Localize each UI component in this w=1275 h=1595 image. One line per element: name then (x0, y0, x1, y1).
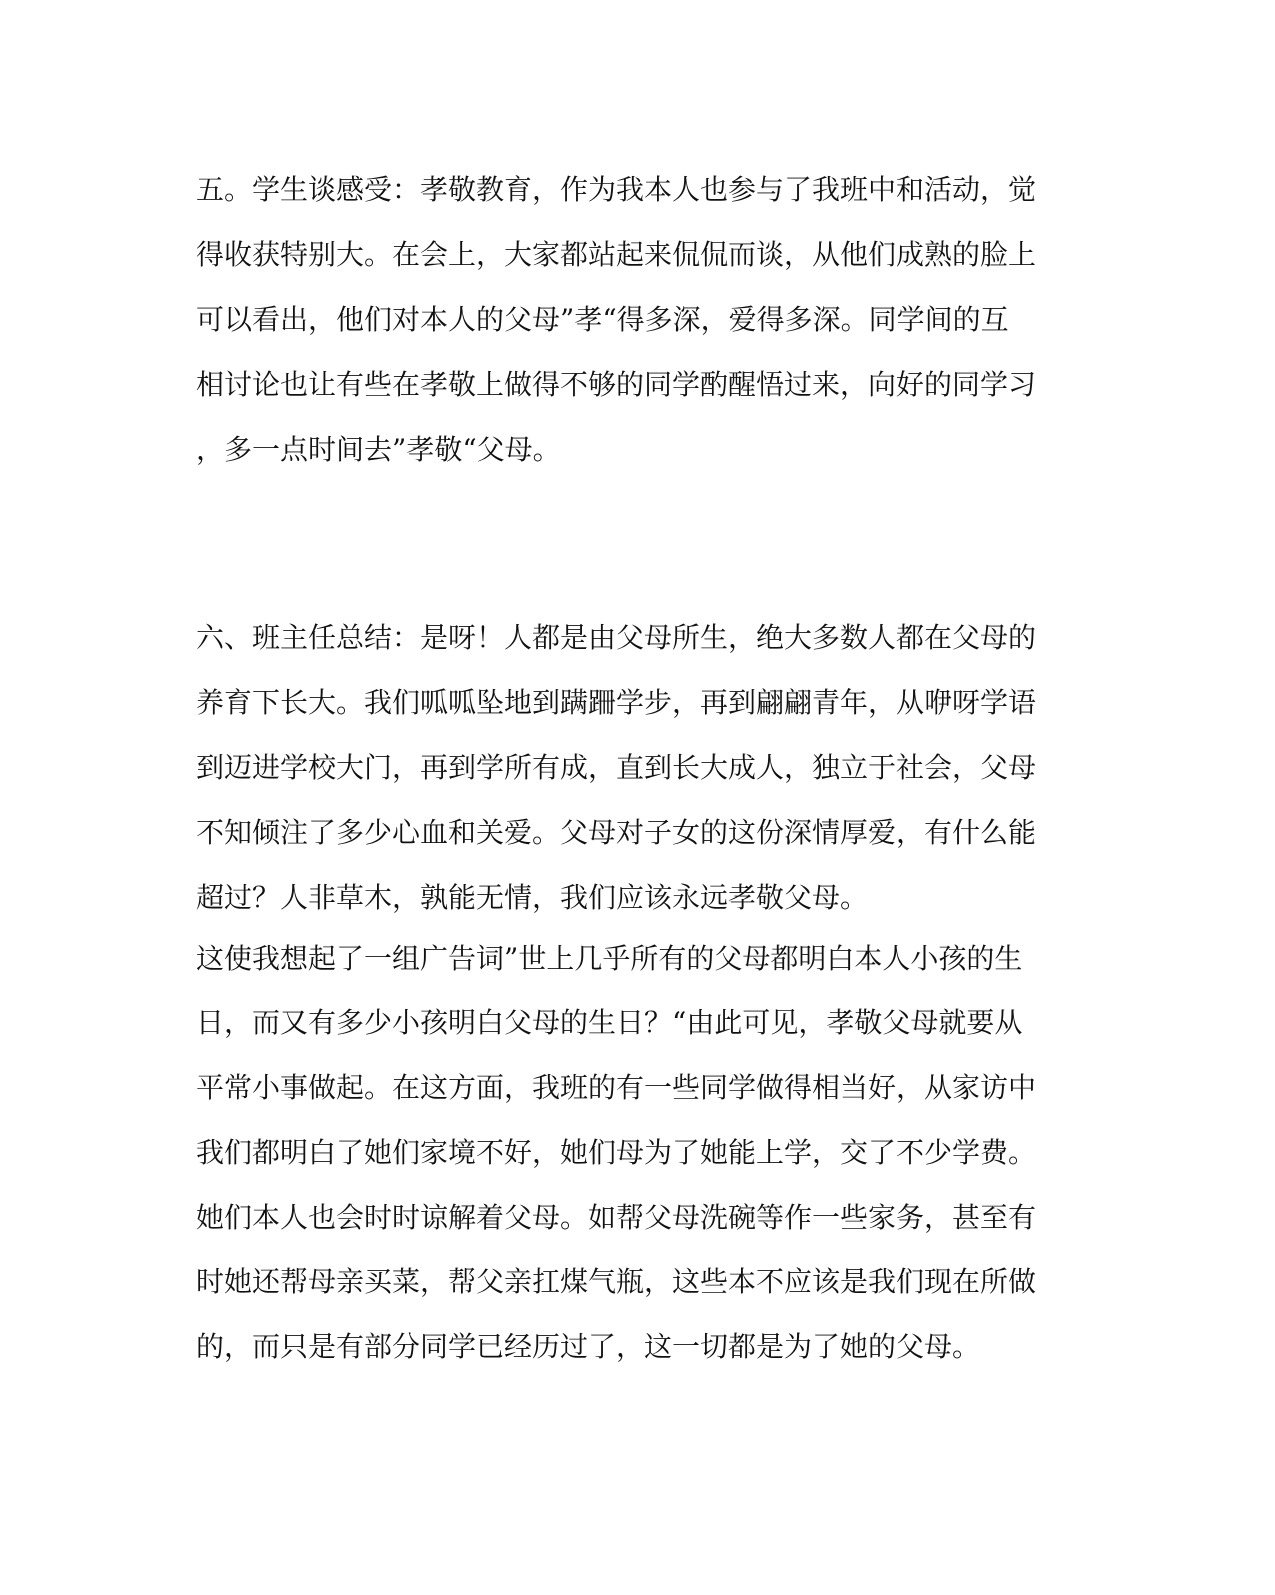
paragraph-line: 养育下长大。我们呱呱坠地到蹒跚学步，再到翩翩青年，从咿呀学语 (196, 686, 1037, 719)
paragraph-line: 不知倾注了多少心血和关爱。父母对子女的这份深情厚爱，有什么能 (196, 816, 1037, 849)
paragraph-line: 日，而又有多少小孩明白父母的生日？“由此可见，孝敬父母就要从 (196, 1006, 1023, 1039)
paragraph-line: 可以看出，他们对本人的父母”孝“得多深，爱得多深。同学间的互 (196, 303, 1009, 336)
paragraph-line: ，多一点时间去”孝敬“父母。 (196, 433, 561, 466)
paragraph-line: 的，而只是有部分同学已经历过了，这一切都是为了她的父母。 (196, 1330, 981, 1363)
paragraph-line: 得收获特别大。在会上，大家都站起来侃侃而谈，从他们成熟的脸上 (196, 238, 1037, 271)
paragraph-line: 这使我想起了一组广告词”世上几乎所有的父母都明白本人小孩的生 (196, 942, 1023, 975)
paragraph-line: 相讨论也让有些在孝敬上做得不够的同学酌醒悟过来，向好的同学习 (196, 368, 1037, 401)
paragraph-line: 五。学生谈感受：孝敬教育，作为我本人也参与了我班中和活动，觉 (196, 173, 1037, 206)
paragraph-line: 时她还帮母亲买菜，帮父亲扛煤气瓶，这些本不应该是我们现在所做 (196, 1265, 1037, 1298)
paragraph-line: 超过？人非草木，孰能无情，我们应该永远孝敬父母。 (196, 881, 869, 914)
paragraph-line: 我们都明白了她们家境不好，她们母为了她能上学，交了不少学费。 (196, 1136, 1037, 1169)
paragraph-line: 平常小事做起。在这方面，我班的有一些同学做得相当好，从家访中 (196, 1071, 1037, 1104)
paragraph-line: 六、班主任总结：是呀！人都是由父母所生，绝大多数人都在父母的 (196, 621, 1037, 654)
paragraph-line: 她们本人也会时时谅解着父母。如帮父母洗碗等作一些家务，甚至有 (196, 1201, 1037, 1234)
paragraph-line: 到迈进学校大门，再到学所有成，直到长大成人，独立于社会，父母 (196, 751, 1037, 784)
